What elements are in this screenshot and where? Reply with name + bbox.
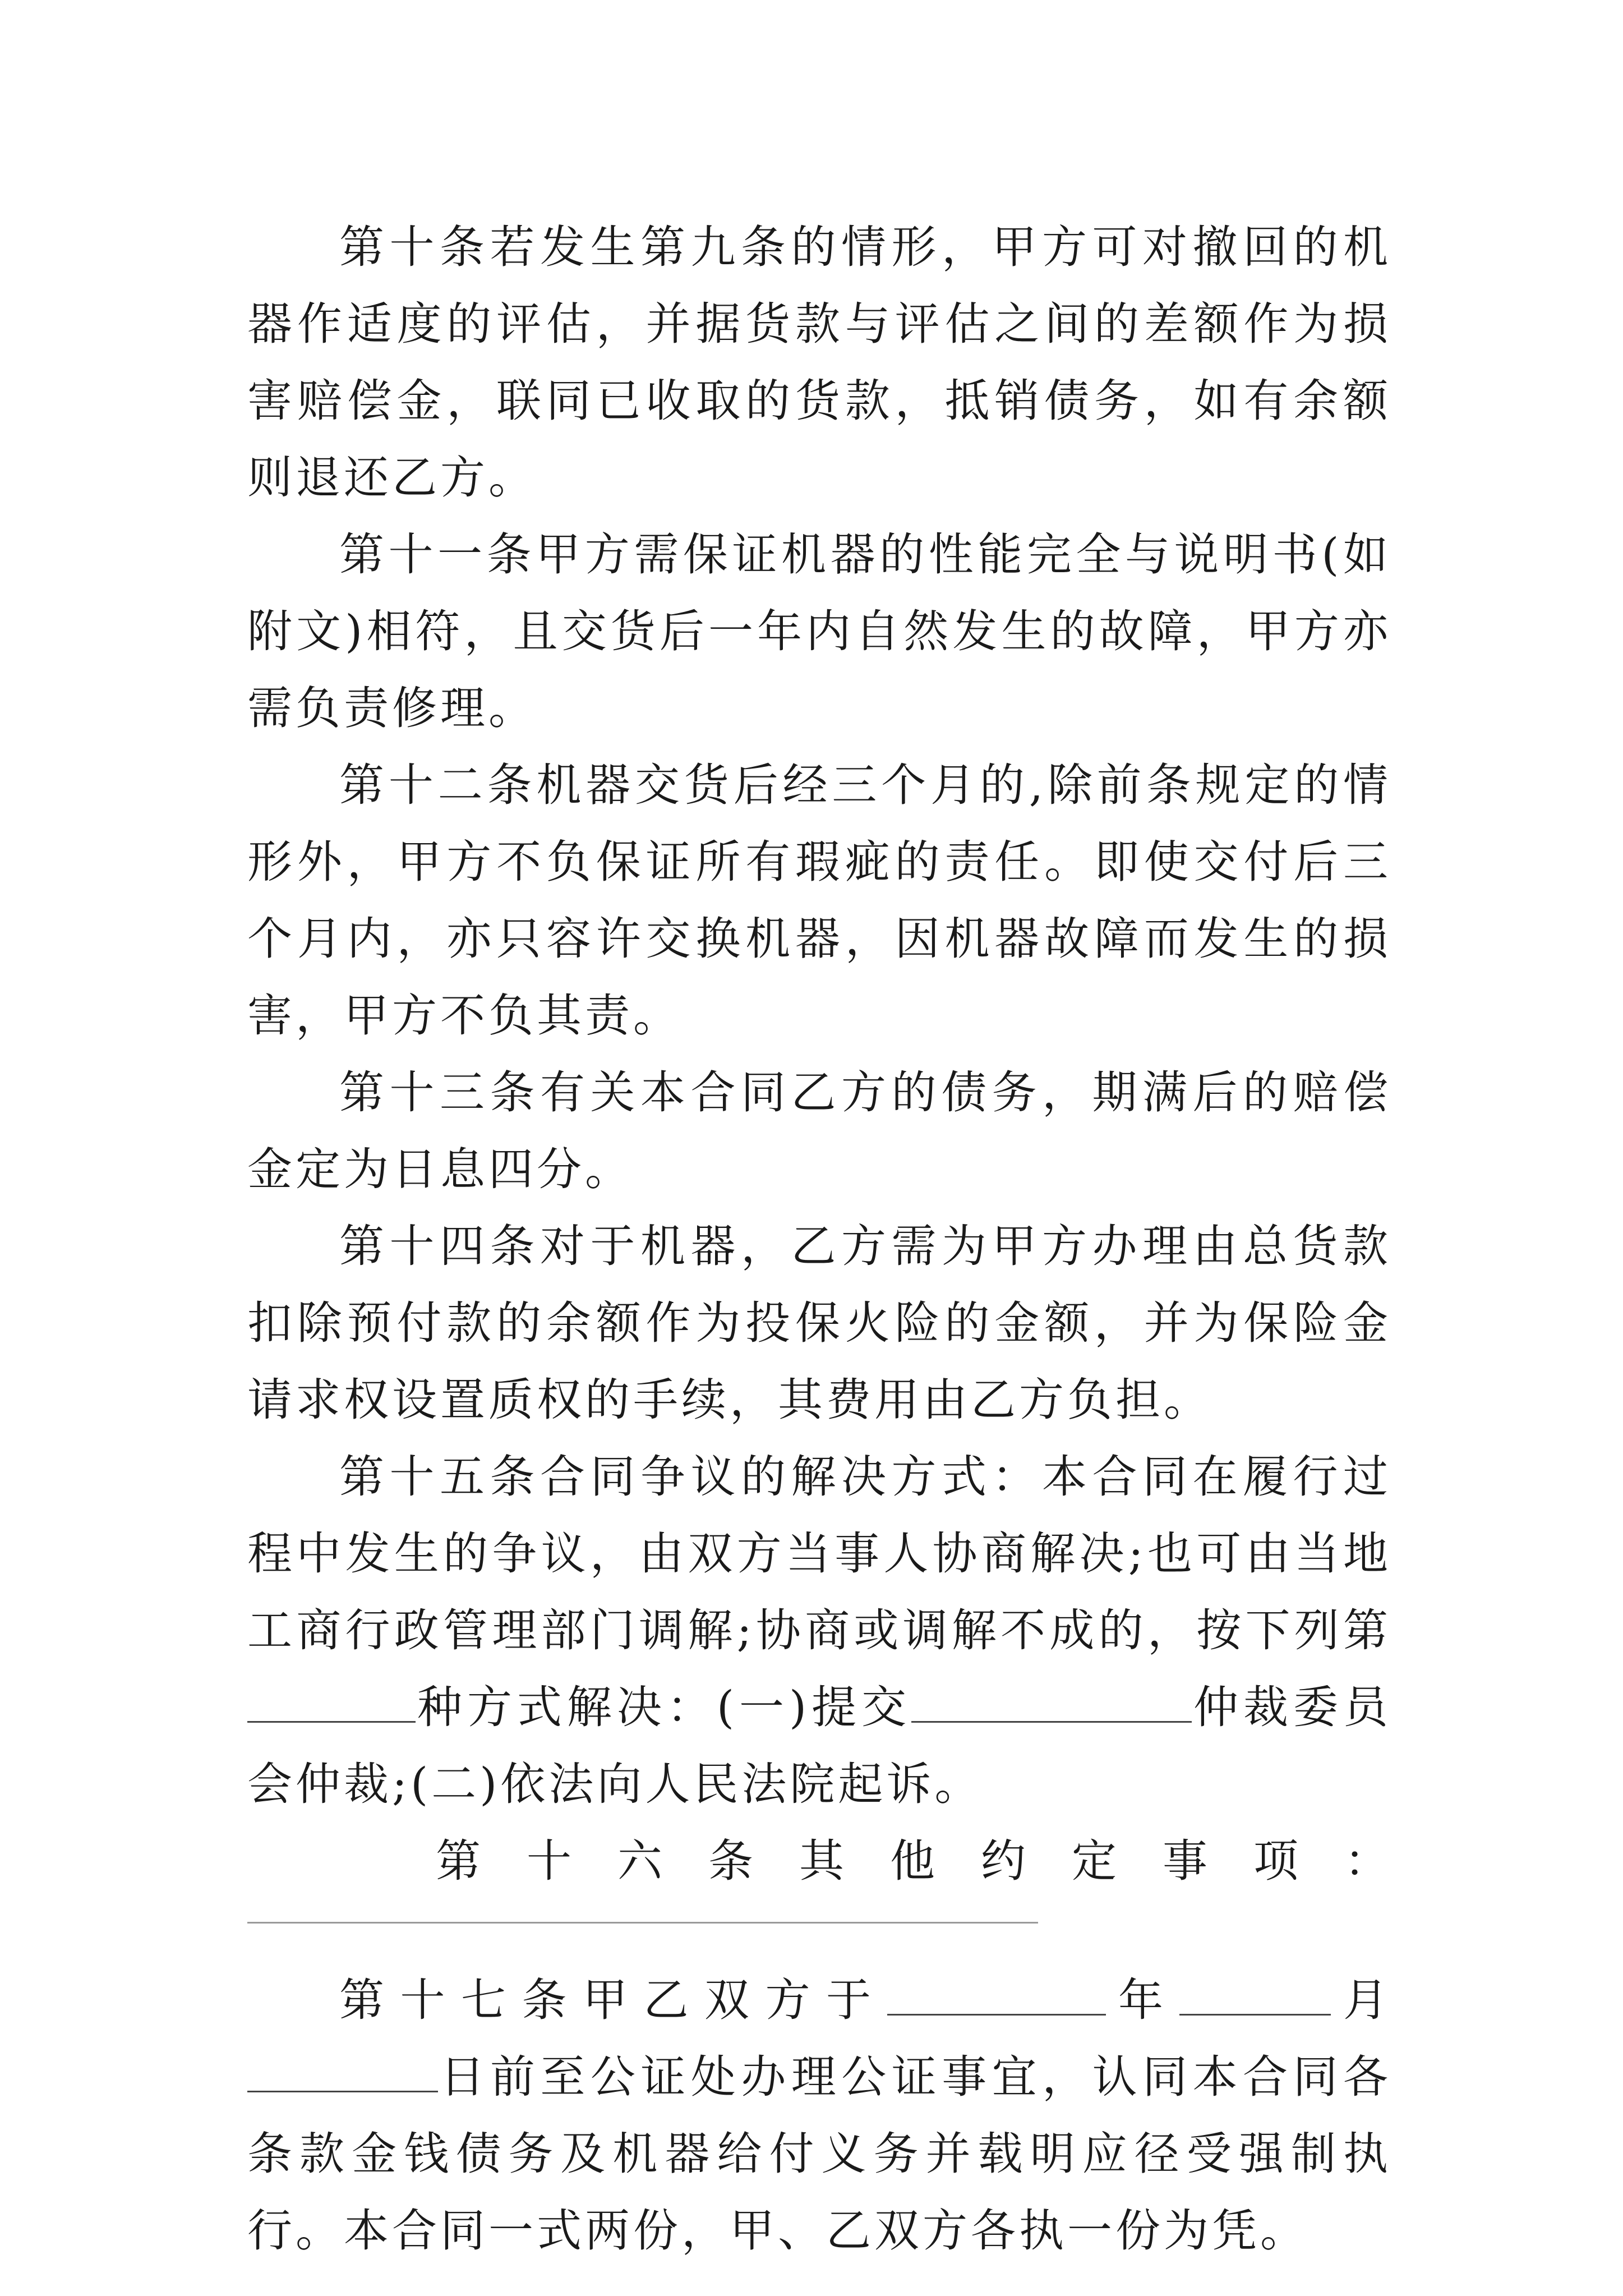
article-17-text-1: 第十七条甲乙双方于 bbox=[339, 1974, 887, 2026]
arbitration-committee-blank[interactable] bbox=[911, 1681, 1192, 1723]
contract-body bbox=[247, 209, 1435, 2269]
article-16: 第十六条其他约定事项： bbox=[436, 1835, 1435, 1887]
article-11: 第十一条甲方需保证机器的性能完全与说明书(如附文)相符，且交货后一年内自然发生的故障，甲方亦需负责修理。 bbox=[247, 528, 1391, 734]
month-blank[interactable] bbox=[1179, 1973, 1331, 2016]
day-blank[interactable] bbox=[247, 2050, 438, 2092]
article-13: 第十三条有关本合同乙方的债务，期满后的赔偿金定为日息四分。 bbox=[247, 1066, 1391, 1195]
article-15-text-1: 第十五条合同争议的解决方式：本合同在履行过程中发生的争议，由双方当事人协商解决;也可由当地工商行政管理部门调解;协商或调解不成的，按下列第 bbox=[247, 1451, 1391, 1657]
article-17 bbox=[247, 1962, 1391, 2269]
article-15-text-2: 种方式解决：(一)提交 bbox=[416, 1681, 912, 1733]
article-17-month-label: 月 bbox=[1330, 1974, 1391, 2026]
article-17-year-label: 年 bbox=[1105, 1974, 1179, 2026]
year-blank[interactable] bbox=[887, 1973, 1106, 2016]
article-10: 第十条若发生第九条的情形，甲方可对撤回的机器作适度的评估，并据货款与评估之间的差额作为损害赔偿金，联同已收取的货款，抵销债务，如有余额则退还乙方。 bbox=[247, 221, 1391, 504]
article-17-text-2: 日前至公证处办理公证事宜，认同本合同各条款金钱债务及机器给付义务并载明应径受强制执行。本合同一式两份，甲、乙双方各执一份为凭。 bbox=[247, 2051, 1391, 2257]
article-15 bbox=[247, 1438, 1391, 1823]
article-12: 第十二条机器交货后经三个月的,除前条规定的情形外，甲方不负保证所有瑕疵的责任。即使交付后三个月内，亦只容许交换机器，因机器故障而发生的损害，甲方不负其责。 bbox=[247, 759, 1391, 1042]
article-15-text-3: 仲裁委员会仲裁;(二)依法向人民法院起诉。 bbox=[247, 1681, 1392, 1810]
article-14: 第十四条对于机器，乙方需为甲方办理由总货款扣除预付款的余额作为投保火险的金额，并为保险金请求权设置质权的手续，其费用由乙方负担。 bbox=[247, 1220, 1391, 1426]
dispute-method-blank[interactable] bbox=[247, 1681, 416, 1723]
other-terms-blank-line[interactable] bbox=[247, 1922, 1038, 1924]
